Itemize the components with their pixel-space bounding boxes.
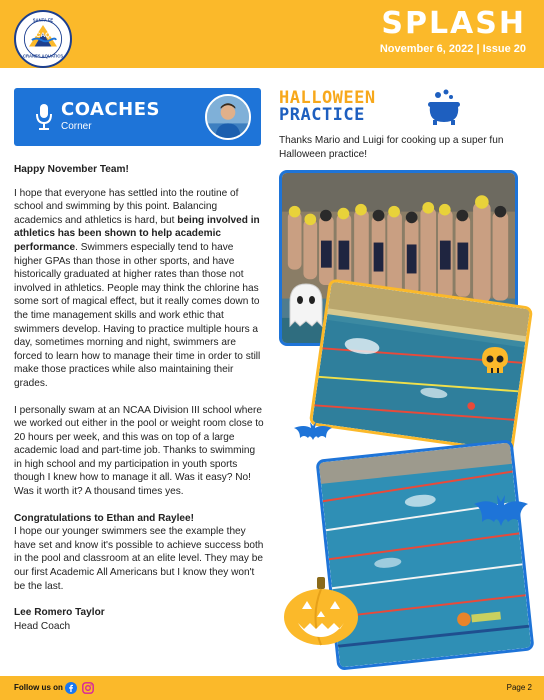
halloween-intro: Thanks Mario and Luigi for cooking up a super fun Halloween practice! xyxy=(279,135,504,160)
article-paragraph-3: I hope our younger swimmers see the example they have set and know it's possible to achieve success both in the pool and classroom at an elite level. They may be our first Academic All Americans but I know they won't be the last. xyxy=(14,526,264,592)
congrats-heading: Congratulations to Ethan and Raylee! xyxy=(14,512,195,524)
cauldron-icon xyxy=(424,88,464,128)
skull-icon xyxy=(480,346,510,376)
footer-bar xyxy=(0,676,544,700)
facebook-icon[interactable] xyxy=(65,682,77,694)
instagram-icon[interactable] xyxy=(82,682,94,694)
header-banner xyxy=(0,0,544,68)
coach-article xyxy=(14,163,264,633)
bat-icon xyxy=(292,420,334,444)
microphone-icon xyxy=(34,102,54,132)
issue-date: November 6, 2022 | Issue 20 xyxy=(379,43,526,55)
paragraph-1-text-a: I hope that everyone has settled into the routine of school and swimming by this point. Balancing academics and athletics is hard, but xyxy=(14,187,239,226)
paragraph-1-text-b: . Swimmers especially tend to have higher GPAs than those in other sports, and have historically graduated at higher rates than those not involved in athletics. People may think the chlorine has some sort of magical effect, but it really comes down to the time management skills and work ethic that swimmers develop. Having to practice multiple hours a day, sometimes morning and night, swimmers are forced to learn how to manage their time in order to still make those practices while also maintaining their grades. xyxy=(14,241,261,389)
halloween-title-line-1: HALLOWEEN xyxy=(279,88,376,108)
follow-us-label: Follow us on xyxy=(14,683,63,692)
pumpkin-icon xyxy=(282,575,360,647)
page-number: Page 2 xyxy=(506,683,532,692)
article-paragraph-2: I personally swam at an NCAA Division III school where we worked out either in the pool or weight room close to 20 hours per week, and this was on top of a large academic load and part-time job. Thanks to swimming in high school and my participation in youth sports though I knew how to manage it all. Was it easy? No! Was it worth it? A thousand times yes. xyxy=(14,404,264,498)
paragraph-1-bold: being involved in athletics has been shown to help academic performance xyxy=(14,214,260,253)
svg-text:CAQ: CAQ xyxy=(35,32,51,40)
ghost-icon xyxy=(288,282,324,328)
bat-icon xyxy=(472,492,530,532)
halloween-title-line-2: PRACTICE xyxy=(279,105,365,125)
coach-avatar xyxy=(205,94,251,140)
halloween-title xyxy=(279,90,376,124)
newsletter-title: SPLASH xyxy=(381,6,526,41)
club-logo xyxy=(14,10,72,68)
coaches-subtitle: Corner xyxy=(61,121,92,132)
newsletter-brand xyxy=(380,6,526,55)
article-greeting: Happy November Team! xyxy=(14,164,129,175)
coaches-title: COACHES xyxy=(61,99,160,120)
svg-text:SANTA FE: SANTA FE xyxy=(32,17,54,23)
signature-title: Head Coach xyxy=(14,620,71,632)
article-paragraph-1 xyxy=(14,187,264,391)
svg-text:CRANES AQUATICS: CRANES AQUATICS xyxy=(22,53,64,59)
signature-name: Lee Romero Taylor xyxy=(14,607,105,619)
coaches-corner-banner xyxy=(14,88,261,146)
